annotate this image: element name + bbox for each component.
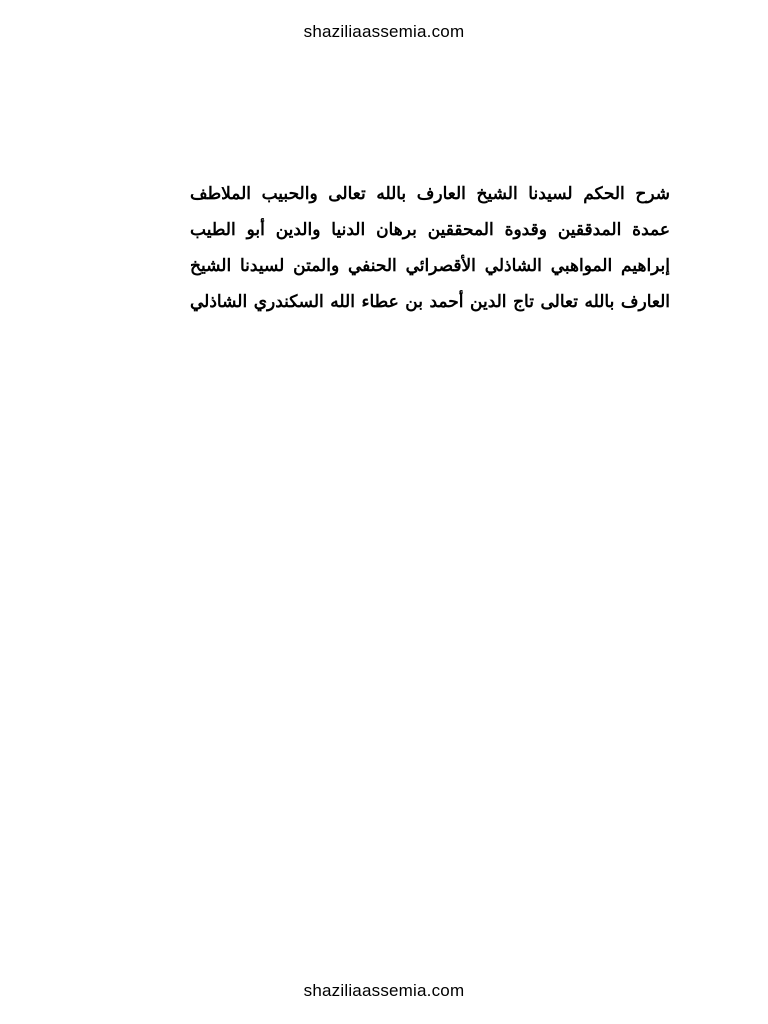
title-line-3: إبراهيم المواهبي الشاذلي الأقصرائي الحنفي والمتن لسيدنا الشيخ [190,256,670,276]
footer-site-url: shaziliaassemia.com [303,981,465,1000]
title-line-4: العارف بالله تعالى تاج الدين أحمد بن عطاء الله السكندري الشاذلي [190,292,670,312]
book-title-block [190,176,670,320]
title-line-1: شرح الحكم لسيدنا الشيخ العارف بالله تعالى والحبيب الملاطف [190,184,670,204]
header-site-url: shaziliaassemia.com [303,22,465,41]
title-line-2: عمدة المدققين وقدوة المحققين برهان الدنيا والدين أبو الطيب [190,220,670,240]
